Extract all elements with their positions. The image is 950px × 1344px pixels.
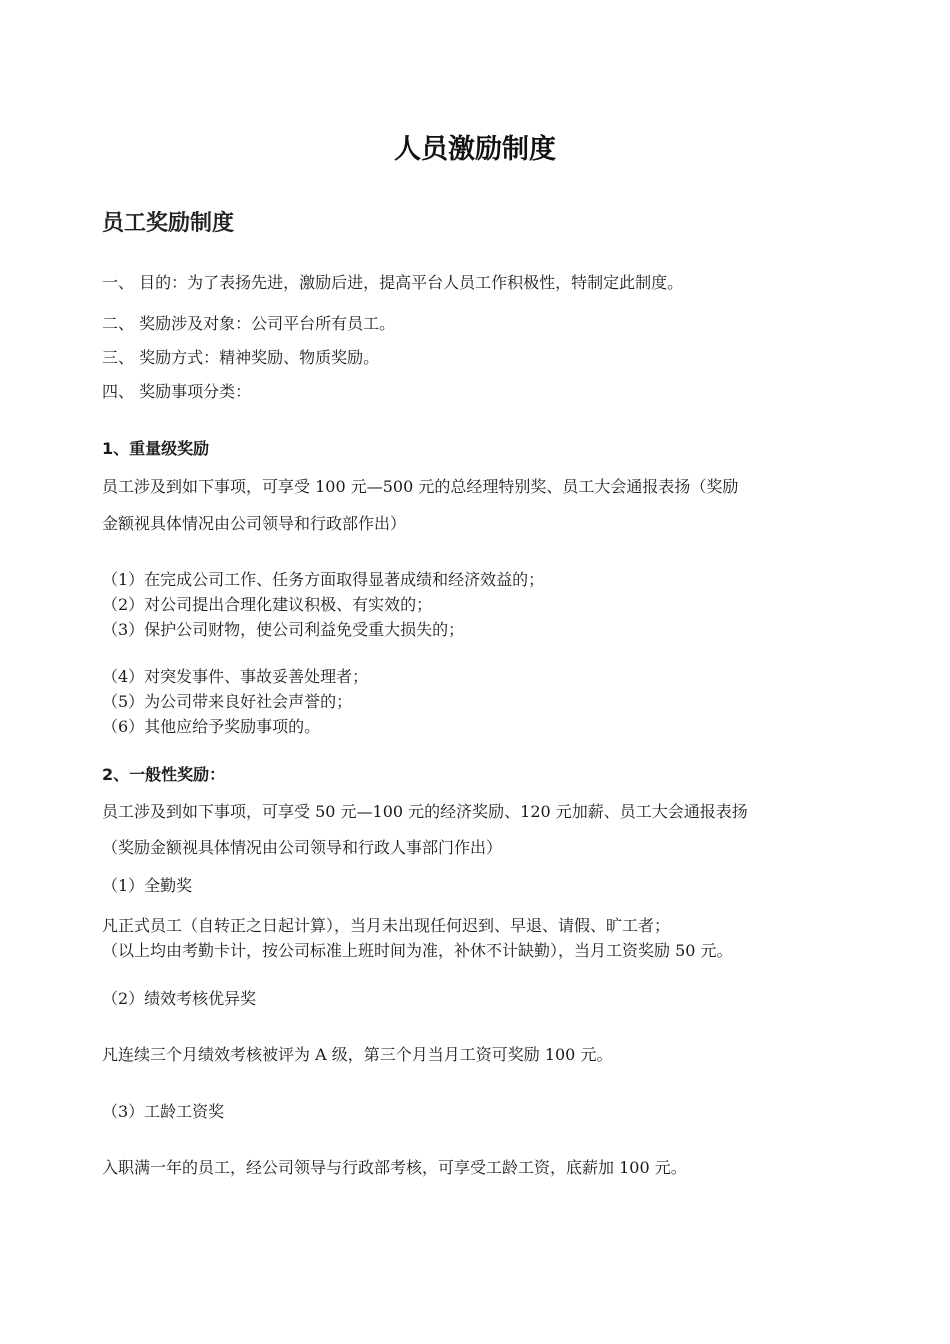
general-award-desc-line-2: （奖励金额视具体情况由公司领导和行政人事部门作出） bbox=[102, 838, 503, 857]
document-title: 人员激励制度 bbox=[394, 134, 556, 165]
major-award-desc-line-1: 员工涉及到如下事项，可享受 100 元—500 元的总经理特别奖、员工大会通报表扬（奖励 bbox=[102, 477, 739, 496]
major-award-item: （3）保护公司财物，使公司利益免受重大损失的； bbox=[102, 620, 465, 639]
major-award-heading: 1、重量级奖励 bbox=[102, 439, 210, 458]
major-award-desc-line-2: 金额视具体情况由公司领导和行政部作出） bbox=[102, 514, 407, 533]
attendance-award-line-2: （以上均由考勤卡计，按公司标准上班时间为准，补休不计缺勤），当月工资奖励 50 元。 bbox=[102, 941, 733, 960]
major-award-item: （1）在完成公司工作、任务方面取得显著成绩和经济效益的； bbox=[102, 570, 545, 589]
seniority-award-text: 入职满一年的员工，经公司领导与行政部考核，可享受工龄工资，底薪加 100 元。 bbox=[102, 1158, 687, 1177]
major-award-item: （2）对公司提出合理化建议积极、有实效的； bbox=[102, 595, 433, 614]
performance-award-title: （2）绩效考核优异奖 bbox=[102, 989, 257, 1008]
section-heading: 员工奖励制度 bbox=[102, 211, 235, 236]
performance-award-text: 凡连续三个月绩效考核被评为 A 级，第三个月当月工资可奖励 100 元。 bbox=[102, 1045, 613, 1064]
attendance-award-line-1: 凡正式员工（自转正之日起计算），当月未出现任何迟到、早退、请假、旷工者； bbox=[102, 916, 671, 935]
general-award-heading: 2、一般性奖励： bbox=[102, 765, 226, 784]
major-award-item: （5）为公司带来良好社会声誉的； bbox=[102, 692, 353, 711]
intro-item-2: 二、 奖励涉及对象：公司平台所有员工。 bbox=[102, 314, 396, 333]
general-award-desc-line-1: 员工涉及到如下事项，可享受 50 元—100 元的经济奖励、120 元加薪、员工大会通报表扬 bbox=[102, 802, 748, 821]
attendance-award-title: （1）全勤奖 bbox=[102, 876, 193, 895]
intro-item-4: 四、 奖励事项分类： bbox=[102, 382, 252, 401]
intro-item-3: 三、 奖励方式：精神奖励、物质奖励。 bbox=[102, 348, 380, 367]
intro-item-1: 一、 目的：为了表扬先进，激励后进，提高平台人员工作积极性，特制定此制度。 bbox=[102, 273, 684, 292]
major-award-item: （6）其他应给予奖励事项的。 bbox=[102, 717, 321, 736]
seniority-award-title: （3）工龄工资奖 bbox=[102, 1102, 225, 1121]
major-award-item: （4）对突发事件、事故妥善处理者； bbox=[102, 667, 369, 686]
